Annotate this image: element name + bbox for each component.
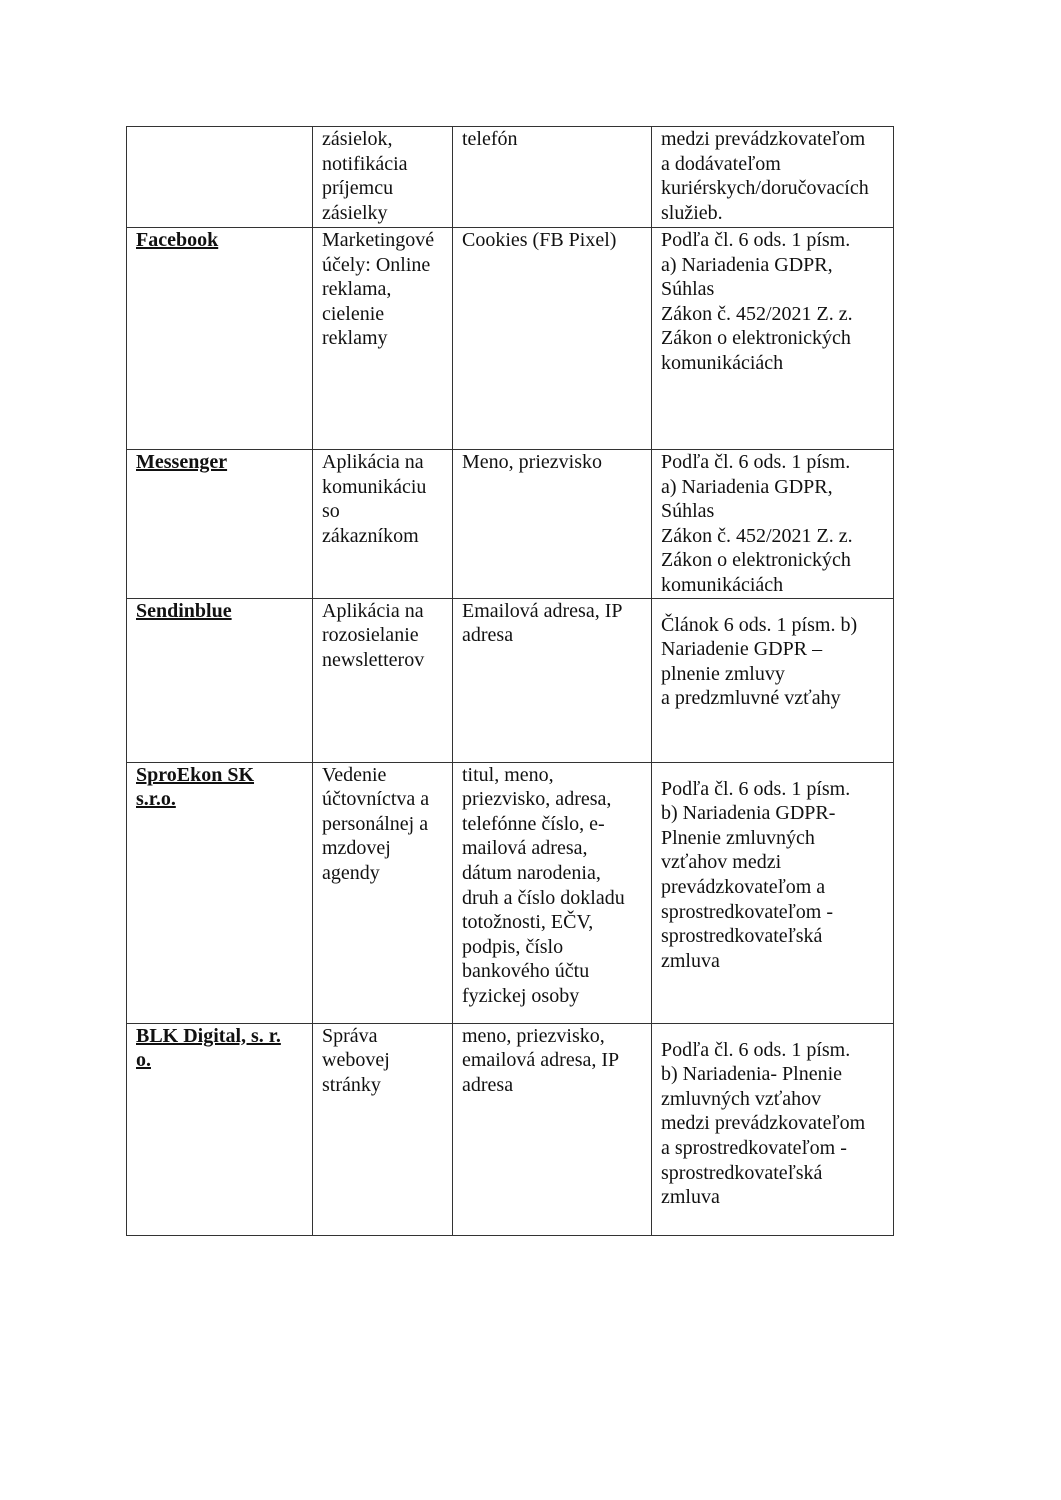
table-row xyxy=(127,127,894,228)
cell-text: a sprostredkovateľom - xyxy=(661,1136,847,1159)
cell-text: b) Nariadenia- Plnenie xyxy=(661,1063,843,1086)
cell-text: komunikáciu xyxy=(322,475,427,498)
cell-text: kuriérskych/doručovacích xyxy=(661,177,869,200)
processor-name: Sendinblue xyxy=(136,599,232,622)
cell-text: Podľa čl. 6 ods. 1 písm. xyxy=(661,777,851,800)
cell-text: prevádzkovateľom a xyxy=(661,875,826,898)
processor-name-cell xyxy=(127,762,313,1023)
cell-text: plnenie zmluvy xyxy=(661,662,785,685)
purpose-cell xyxy=(313,228,453,450)
table-row xyxy=(127,450,894,599)
cell-text: notifikácia xyxy=(322,152,408,175)
cell-text: Zákon č. 452/2021 Z. z. xyxy=(661,302,853,325)
cell-text: zmluva xyxy=(661,949,720,972)
purpose-cell xyxy=(313,450,453,599)
cell-text: služieb. xyxy=(661,201,723,224)
cell-text: príjemcu xyxy=(322,177,394,200)
table-row xyxy=(127,598,894,762)
cell-text: mzdovej xyxy=(322,837,391,860)
cell-text: agendy xyxy=(322,861,380,884)
cell-text: so xyxy=(322,500,340,523)
legal-basis-cell xyxy=(652,127,894,228)
cell-text: sprostredkovateľská xyxy=(661,925,823,948)
cell-text: medzi prevádzkovateľom xyxy=(661,128,866,150)
cell-text: Emailová adresa, IP xyxy=(462,599,623,622)
cell-text: webovej xyxy=(322,1049,390,1072)
cell-text: Cookies (FB Pixel) xyxy=(462,229,617,251)
cell-text: Súhlas xyxy=(661,500,715,523)
legal-basis-cell xyxy=(652,228,894,450)
cell-text: Aplikácia na xyxy=(322,451,424,473)
cell-text: Zákon o elektronických xyxy=(661,327,851,350)
processors-table xyxy=(126,126,894,1236)
cell-text: titul, meno, xyxy=(462,763,554,786)
cell-text: Zákon o elektronických xyxy=(661,549,851,572)
legal-basis-cell xyxy=(652,1023,894,1235)
cell-text: Článok 6 ods. 1 písm. b) xyxy=(661,613,858,636)
cell-text: komunikáciách xyxy=(661,351,784,374)
cell-text: emailová adresa, IP xyxy=(462,1049,620,1072)
cell-text: Vedenie xyxy=(322,763,387,786)
cell-text: zásielky xyxy=(322,201,388,224)
data-categories-cell xyxy=(453,598,652,762)
purpose-cell xyxy=(313,1023,453,1235)
cell-text: sprostredkovateľská xyxy=(661,1161,823,1184)
cell-text: fyzickej osoby xyxy=(462,984,580,1007)
cell-text: vzťahov medzi xyxy=(661,851,782,874)
cell-text: adresa xyxy=(462,1073,514,1096)
cell-text: telefón xyxy=(462,128,518,150)
processor-name: Facebook xyxy=(136,229,219,251)
cell-text: personálnej a xyxy=(322,812,429,835)
cell-text: Marketingové xyxy=(322,229,435,251)
cell-text: účtovníctva a xyxy=(322,788,430,811)
cell-text: Súhlas xyxy=(661,278,715,301)
data-categories-cell xyxy=(453,762,652,1023)
data-categories-cell xyxy=(453,1023,652,1235)
cell-text: Podľa čl. 6 ods. 1 písm. xyxy=(661,1038,851,1061)
processor-name: o. xyxy=(136,1049,151,1072)
cell-text: Meno, priezvisko xyxy=(462,451,602,473)
cell-text: reklamy xyxy=(322,327,388,350)
cell-text: zmluva xyxy=(661,1186,720,1209)
cell-text: účely: Online xyxy=(322,253,431,276)
legal-basis-cell xyxy=(652,450,894,599)
cell-text: a) Nariadenia GDPR, xyxy=(661,253,833,276)
cell-text: sprostredkovateľom - xyxy=(661,900,833,923)
cell-text: Správa xyxy=(322,1024,378,1047)
table-row xyxy=(127,1023,894,1235)
cell-text: Plnenie zmluvných xyxy=(661,826,815,849)
cell-text: dátum narodenia, xyxy=(462,861,601,884)
purpose-cell xyxy=(313,598,453,762)
cell-text: meno, priezvisko, xyxy=(462,1024,605,1047)
cell-text: telefónne číslo, e- xyxy=(462,812,605,835)
processor-name-cell xyxy=(127,450,313,599)
processor-name-cell xyxy=(127,598,313,762)
table-row xyxy=(127,228,894,450)
cell-text: zmluvných vzťahov xyxy=(661,1087,822,1110)
cell-text: priezvisko, adresa, xyxy=(462,788,612,811)
processor-name-cell xyxy=(127,228,313,450)
cell-text: a) Nariadenia GDPR, xyxy=(661,475,833,498)
cell-text: a dodávateľom xyxy=(661,152,781,175)
legal-basis-cell xyxy=(652,598,894,762)
data-categories-cell xyxy=(453,228,652,450)
cell-text: cielenie xyxy=(322,302,385,325)
cell-text: komunikáciách xyxy=(661,573,784,596)
processor-name: BLK Digital, s. r. xyxy=(136,1024,281,1047)
processor-name-cell xyxy=(127,127,313,228)
legal-basis-cell xyxy=(652,762,894,1023)
cell-text: medzi prevádzkovateľom xyxy=(661,1112,866,1135)
cell-text: rozosielanie xyxy=(322,624,419,647)
cell-text: podpis, číslo xyxy=(462,935,564,958)
table-row xyxy=(127,762,894,1023)
cell-text: reklama, xyxy=(322,278,392,301)
cell-text: b) Nariadenia GDPR- xyxy=(661,802,836,825)
cell-text: Nariadenie GDPR – xyxy=(661,638,823,661)
cell-text: mailová adresa, xyxy=(462,837,588,860)
cell-text: Zákon č. 452/2021 Z. z. xyxy=(661,524,853,547)
cell-text: zásielok, xyxy=(322,128,393,150)
purpose-cell xyxy=(313,762,453,1023)
purpose-cell xyxy=(313,127,453,228)
processor-name: Messenger xyxy=(136,451,228,473)
cell-text: stránky xyxy=(322,1073,381,1096)
processor-name: SproEkon SK xyxy=(136,763,255,786)
cell-text: totožnosti, EČV, xyxy=(462,911,594,934)
cell-text: zákazníkom xyxy=(322,524,419,547)
data-categories-cell xyxy=(453,450,652,599)
cell-text: Aplikácia na xyxy=(322,599,424,622)
cell-text: druh a číslo dokladu xyxy=(462,886,625,909)
cell-text: newsletterov xyxy=(322,648,425,671)
data-categories-cell xyxy=(453,127,652,228)
cell-text: bankového účtu xyxy=(462,960,590,983)
cell-text: Podľa čl. 6 ods. 1 písm. xyxy=(661,451,851,473)
processor-name: s.r.o. xyxy=(136,788,176,811)
cell-text: a predzmluvné vzťahy xyxy=(661,687,841,710)
cell-text: Podľa čl. 6 ods. 1 písm. xyxy=(661,229,851,251)
processor-name-cell xyxy=(127,1023,313,1235)
cell-text: adresa xyxy=(462,624,514,647)
